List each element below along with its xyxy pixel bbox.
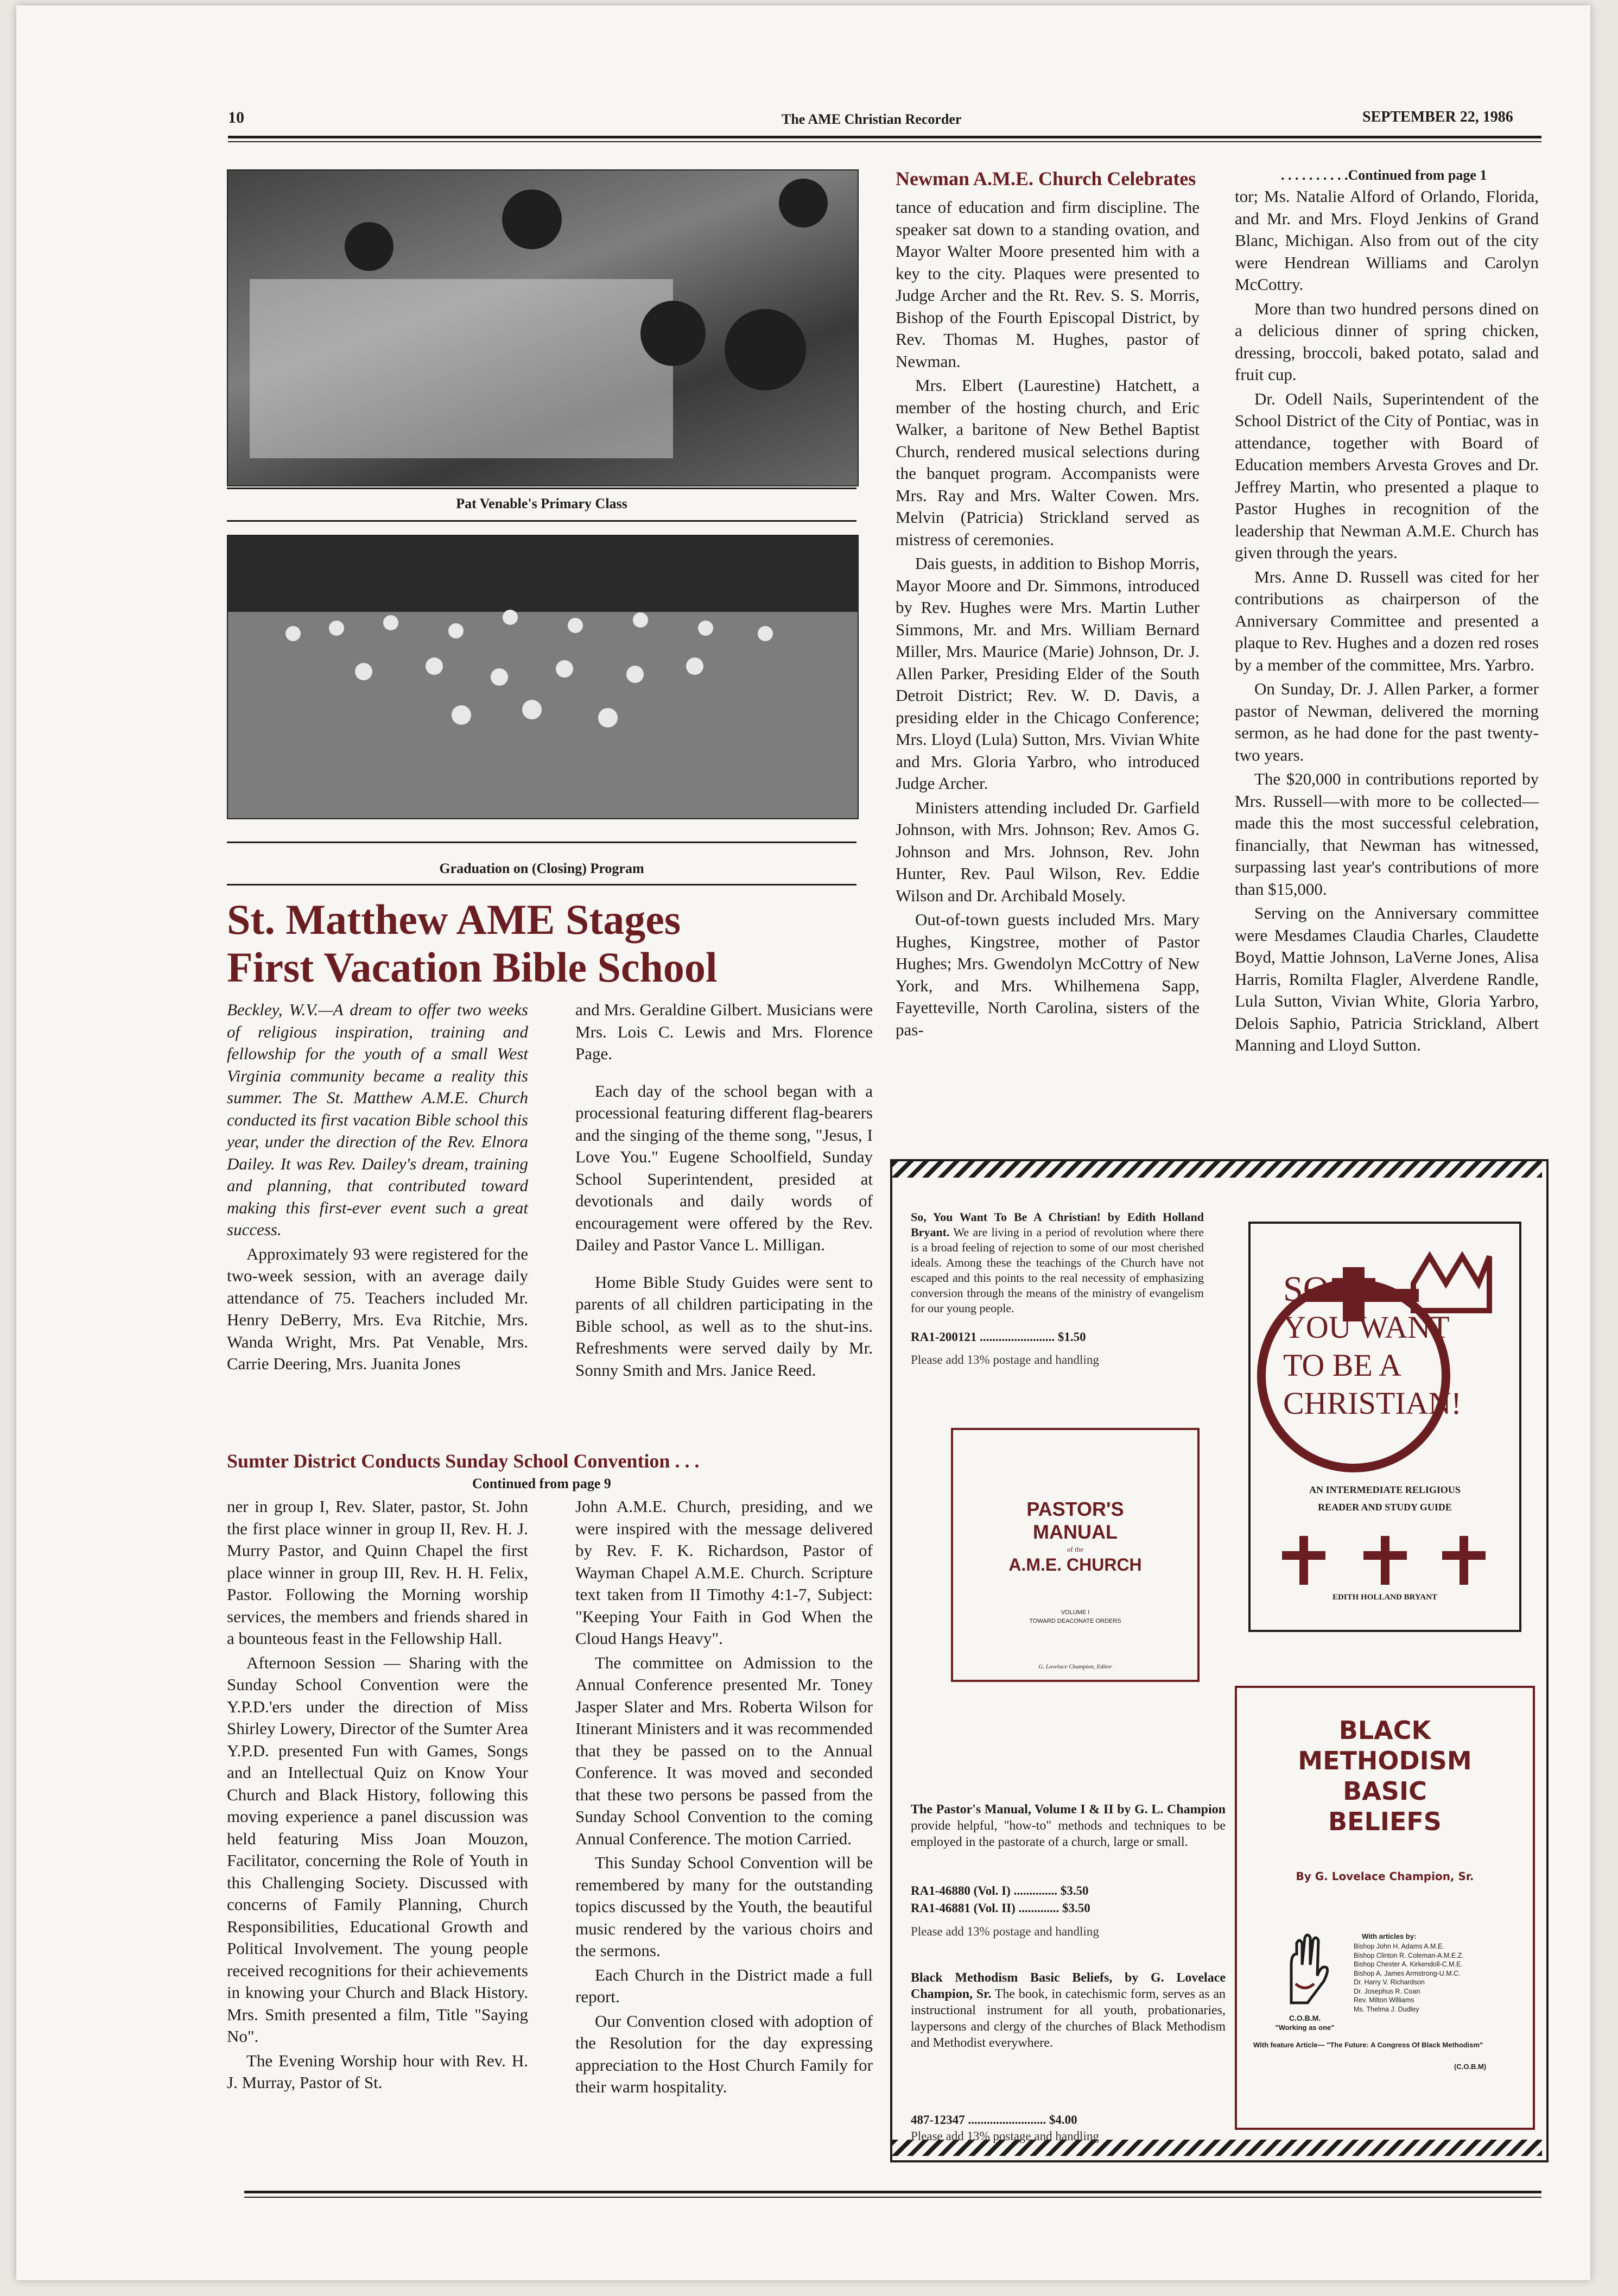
article-author: Bishop A. James Armstrong-U.M.C. <box>1354 1969 1461 1977</box>
photo-primary-class <box>227 169 859 486</box>
newman-kicker: Newman A.M.E. Church Celebrates <box>896 168 1196 189</box>
black-cover-title-3: BASIC <box>1343 1776 1427 1806</box>
publication-name: The AME Christian Recorder <box>782 111 962 127</box>
cover-subtitle-1: AN INTERMEDIATE RELIGIOUS <box>1309 1484 1461 1495</box>
header-rule <box>228 136 1541 138</box>
page-number: 10 <box>228 109 244 126</box>
headline-line1: St. Matthew AME Stages <box>227 896 681 943</box>
cover-author: EDITH HOLLAND BRYANT <box>1332 1593 1438 1602</box>
stmatthew-col1 <box>227 999 528 1377</box>
article-paragraph: Dais guests, in addition to Bishop Morris, Mayor Moore and Dr. Simmons, introduced by Rev. Hughes were Mrs. Martin Luther Simmons, Mr. and Mrs. William Bernard Miller, Mrs. Maurice (Marie) Johnson, Dr. J. Allen Parker, Presiding Elder of the South Detroit District; Rev. W. D. Davis, a presiding elder in the Chicago Conference; Mrs. Lloyd (Lula) Sutton, Mrs. Vivian White and Mrs. Gloria Yarbro, who introduced Judge Archer. <box>896 554 1200 793</box>
article-paragraph: Dr. Odell Nails, Superintendent of the School District of the City of Pontiac, was in attendance, together with Board of Education members Arvesta Groves and Dr. Jeffrey Martin, who presented a plaque to Pastor Hughes in recognition of the leadership that Newman A.M.E. Church has given through the years. <box>1235 389 1539 562</box>
black-cover-title-4: BELIEFS <box>1328 1807 1442 1836</box>
ad-christian-price: $1.50 <box>1057 1330 1086 1344</box>
article-paragraph: More than two hundred persons dined on a delicious dinner of spring chicken, dressing, broccoli, baked potato, salad and fruit cup. <box>1235 299 1539 384</box>
photo-graduation <box>227 535 859 819</box>
pastors-cover-title-1: PASTOR'S <box>1026 1498 1124 1520</box>
pastors-cover-editor: G. Lovelace Champion, Editor <box>1038 1664 1112 1670</box>
article-paragraph: and Mrs. Geraldine Gilbert. Musicians were Mrs. Lois C. Lewis and Mrs. Florence Page. <box>575 1000 873 1063</box>
feature-article-signature: (C.O.B.M) <box>1454 2063 1487 2071</box>
ad-christian-order: RA1-200121 ........................ $1.50 <box>911 1330 1086 1344</box>
ad-black-note: Please add 13% postage and handling <box>911 2129 1099 2143</box>
ad-pastors-order-1: RA1-46880 (Vol. I) .............. $3.50 <box>911 1884 1089 1897</box>
black-cover-author: By G. Lovelace Champion, Sr. <box>1296 1870 1474 1883</box>
article-paragraph: Out-of-town guests included Mrs. Mary Hughes, Kingstree, mother of Pastor Hughes; Mrs. Gwendolyn McCottry of New York, and Mrs. Whilhemena Sapp, Fayetteville, North Carolina, sisters of the pas- <box>896 910 1200 1039</box>
ad-black-price: $4.00 <box>1049 2113 1077 2127</box>
ad-pastors-price-2: $3.50 <box>1062 1901 1090 1915</box>
sumter-kicker: Sumter District Conducts Sunday School Convention . . . <box>227 1450 700 1472</box>
pastors-cover-title-2: MANUAL <box>1033 1521 1118 1543</box>
article-paragraph: On Sunday, Dr. J. Allen Parker, a former pastor of Newman, delivered the morning sermon, as he had done for the past twenty-two years. <box>1235 679 1539 764</box>
ad-pastors-order-2: RA1-46881 (Vol. II) ............. $3.50 <box>911 1901 1090 1915</box>
ad-pastors-desc <box>911 1801 1226 1850</box>
book-cover-black-methodism <box>1235 1686 1535 2130</box>
footer-rule-thin <box>244 2197 1541 2198</box>
ad-black-desc <box>911 1970 1226 2051</box>
photo-graduation-placeholder <box>228 536 858 818</box>
ad-black-lead: Black Methodism Basic Beliefs, by G. Lovelace Champion, Sr. <box>911 1971 1226 2001</box>
ad-christian-code: RA1-200121 <box>911 1330 977 1344</box>
pastors-cover-subtitle: TOWARD DEACONATE ORDERS <box>1029 1618 1121 1624</box>
footer-rule <box>244 2191 1541 2193</box>
article-author: Bishop Chester A. Kirkendoll-C.M.E. <box>1354 1960 1463 1968</box>
ad-christian-body: We are living in a period of revolution where there is a broad feeling of rejection to some of our most cherished ideals. Among these the teachings of the Church have not escaped and this points to the real necessity of emphasizing conversion through the means of the ministry of evangelism for our young people. <box>911 1225 1204 1315</box>
ad-pastors-code-1: RA1-46880 (Vol. I) <box>911 1884 1011 1897</box>
book-cover-christian <box>1248 1222 1521 1632</box>
headline-line2: First Vacation Bible School <box>227 944 718 991</box>
book-cover-pastors <box>951 1428 1200 1682</box>
photo-primary-class-placeholder <box>228 170 858 485</box>
photo1-caption: Pat Venable's Primary Class <box>456 496 627 511</box>
article-paragraph: The committee on Admission to the Annual Conference presented Mr. Toney Jasper Slater and Mrs. Roberta Wilson for Itinerant Ministers and it was recommended that they be passed on to the Annual Conference. It was moved and seconded that these two persons be passed from the Sunday School Convention to the coming Annual Conference. The motion Carried. <box>575 1653 873 1848</box>
article-paragraph: Home Bible Study Guides were sent to parents of all children participating in the Bible school, as well as to the shut-ins. Refreshments were served daily by Mr. Sonny Smith and Mrs. Janice Reed. <box>575 1272 873 1380</box>
photo2-caption: Graduation on (Closing) Program <box>439 861 644 876</box>
article-paragraph: Ministers attending included Dr. Garfield Johnson, with Mrs. Johnson; Rev. Amos G. Johnson and Mrs. Johnson, Rev. John Hunter, Rev. Paul Wilson, Rev. Eddie Wilson and Dr. Archibald Mosely. <box>896 798 1200 905</box>
article-paragraph: tor; Ms. Natalie Alford of Orlando, Florida, and Mr. and Mrs. Floyd Jenkins of Grand Blanc, Michigan. Also from out of the city were Hendrean Williams and Carolyn McCottry. <box>1235 187 1539 294</box>
ad-pastors-body: provide helpful, "how-to" methods and techniques to be employed in the pastorate of a church, large or small. <box>911 1819 1226 1849</box>
feature-article: With feature Article— "The Future: A Congress Of Black Methodism" <box>1253 2041 1483 2049</box>
cover-title-1: SO <box>1283 1269 1329 1309</box>
issue-date: SEPTEMBER 22, 1986 <box>1362 109 1513 125</box>
cover-subtitle-2: READER AND STUDY GUIDE <box>1318 1502 1452 1513</box>
article-author: Bishop John H. Adams A.M.E. <box>1354 1943 1444 1950</box>
cobm-label: C.O.B.M. <box>1289 2014 1321 2022</box>
article-paragraph: Approximately 93 were registered for the two-week session, with an average daily attendance of 75. Teachers included Mr. Henry DeBerry, Mrs. Eva Ritchie, Mrs. Wanda Wright, Mrs. Pat Venable, Mrs. Carrie Deering, Mrs. Juanita Jones <box>227 1244 528 1373</box>
ad-pastors-lead: The Pastor's Manual, Volume I & II by G. L. Champion <box>911 1802 1226 1817</box>
black-cover-title-2: METHODISM <box>1298 1746 1472 1775</box>
newspaper-page <box>16 5 1590 2280</box>
article-paragraph: John A.M.E. Church, presiding, and we were inspired with the message delivered by Rev. F. K. Richardson, Pastor of Wayman Chapel A.M.E. Church. Scripture text taken from II Timothy 4:1-7, Subject: "Keeping Your Faith in God When the Cloud Hangs Heavy". <box>575 1497 873 1648</box>
cover-title-3: TO BE A <box>1283 1348 1402 1383</box>
ad-pastors-note: Please add 13% postage and handling <box>911 1925 1099 1938</box>
article-paragraph: Serving on the Anniversary committee were Mesdames Claudia Charles, Claudette Boyd, Mattie Johnson, LaVerne Jones, Alisa Harris, Romilta Flagler, Alverdene Randle, Lula Sutton, Vivian White, Gloria Yarbro, Delois Saphio, Patricia Strickland, Albert Manning and Lloyd Sutton. <box>1235 903 1539 1054</box>
article-author: Dr. Harry V. Richardson <box>1354 1978 1425 1986</box>
article-author: Rev. Milton Williams <box>1354 1996 1414 2004</box>
sumter-col1 <box>227 1496 528 2096</box>
newman-col2 <box>1235 186 1539 1059</box>
stmatthew-col2 <box>575 999 873 1383</box>
newman-col1 <box>896 197 1200 1043</box>
pastors-cover-volume: VOLUME I <box>1061 1609 1090 1616</box>
ad-black-order: 487-12347 ......................... $4.00 <box>911 2113 1077 2127</box>
article-paragraph: The Evening Worship hour with Rev. H. J. Murray, Pastor of St. <box>227 2051 528 2092</box>
article-paragraph: This Sunday School Convention will be remembered by many for the outstanding topics discussed by the Youth, the beautiful music rendered by the various choirs and the sermons. <box>575 1853 873 1960</box>
newman-continued: . . . . . . . . . .Continued from page 1 <box>1281 167 1487 183</box>
article-paragraph: Each day of the school began with a processional featuring different flag-bearers and the singing of the theme song, "Jesus, I Love You." Eugene Schoolfield, Sunday School Superintendent, presided at devotionals and daily words of encouragement were offered by the Rev. Dailey and Pastor Vance L. Milligan. <box>575 1081 873 1254</box>
black-cover-title-1: BLACK <box>1338 1716 1431 1745</box>
sumter-col2 <box>575 1496 873 2101</box>
ad-black-body: The book, in catechismic form, serves as an instructional instrument for all youth, probationaries, laypersons and clergy of the churches of Black Methodism and Methodist everywhere. <box>911 1987 1226 2050</box>
sumter-continued: Continued from page 9 <box>472 1476 611 1491</box>
ad-pastors-price-1: $3.50 <box>1060 1884 1089 1897</box>
cover-title-4: CHRISTIAN! <box>1283 1386 1462 1421</box>
article-author: Dr. Josephus R. Coan <box>1354 1987 1420 1995</box>
articles-heading: With articles by: <box>1362 1932 1417 1940</box>
article-author: Bishop Clinton R. Coleman-A.M.E.Z. <box>1354 1951 1464 1959</box>
ad-pastors-code-2: RA1-46881 (Vol. II) <box>911 1901 1016 1915</box>
header-rule-thin <box>228 141 1541 142</box>
ad-top-border <box>892 1161 1542 1178</box>
article-paragraph: Mrs. Anne D. Russell was cited for her contributions as chairperson of the Anniversary Committee and presented a plaque to Rev. Hughes and a dozen red roses by a member of the committee, Mrs. Yarbro. <box>1235 567 1539 674</box>
article-paragraph: The $20,000 in contributions reported by Mrs. Russell—with more to be collected—made this the most successful celebration, financially, that Newman has witnessed, surpassing last year's contributions of more than $15,000. <box>1235 769 1539 899</box>
articles-list <box>1354 1942 1464 2014</box>
article-paragraph: tance of education and firm discipline. The speaker sat down to a standing ovation, and Mayor Walter Moore presented him with a key to the city. Plaques were presented to Judge Archer and the Rt. Rev. S. S. Morris, Bishop of the Fourth Episcopal District, by Rev. Thomas M. Hughes, pastor of Newman. <box>896 198 1200 371</box>
pastors-cover-of: of the <box>1067 1545 1083 1553</box>
cobm-tagline: "Working as one" <box>1275 2023 1335 2032</box>
article-paragraph: ner in group I, Rev. Slater, pastor, St. John the first place winner in group II, Rev. H. J. Murry Pastor, and Quinn Chapel the first place winner in group III, Rev. H. H. Felix, Pastor. Following the Morning worship services, the members and friends shared in a bounteous feast in the Fellowship Hall. <box>227 1497 528 1648</box>
article-paragraph: Each Church in the District made a full report. <box>575 1965 873 2006</box>
ad-christian-lead: So, You Want To Be A Christian! by Edith Holland Bryant. <box>911 1210 1204 1239</box>
ad-black-code: 487-12347 <box>911 2113 965 2127</box>
article-paragraph: Our Convention closed with adoption of the Resolution for the day expressing appreciation to the Host Church Family for their warm hospitality. <box>575 2011 873 2096</box>
ad-christian-desc <box>911 1210 1204 1316</box>
ad-christian-note: Please add 13% postage and handling <box>911 1353 1099 1367</box>
article-paragraph: Afternoon Session — Sharing with the Sunday School Convention were the Y.P.D.'ers under the direction of Miss Shirley Lowery, Director of the Sumter Area Y.P.D. presented Fun with Games, Songs and an Intellectual Quiz on Know Your Church and Black History, following this moving experience a panel discussion was held featuring Miss Joan Mouzon, Facilitator, concerning the Role of Youth in this Challenging Society. Discussed with concerns of Family Planning, Church Responsibilities, Educational Growth and Political Involvement. The young people received recognitions for their achievements in knowing your Church and Black History. Mrs. Smith presented a film, Title "Saying No". <box>227 1653 528 2046</box>
article-paragraph: Beckley, W.V.—A dream to offer two weeks of religious inspiration, training and fellowship for the youth of a small West Virginia community became a reality this summer. The St. Matthew A.M.E. Church conducted its first vacation Bible school this year, under the direction of the Rev. Elnora Dailey. It was Rev. Dailey's dream, training and planning, that contributed toward making this first-ever event such a great success. <box>227 1000 528 1239</box>
article-author: Ms. Thelma J. Dudley <box>1354 2005 1419 2013</box>
praying-hands-icon <box>1275 1932 1335 2008</box>
pastors-cover-title-3: A.M.E. CHURCH <box>1008 1555 1142 1574</box>
cover-title-2: YOU WANT <box>1283 1310 1450 1345</box>
article-paragraph: Mrs. Elbert (Laurestine) Hatchett, a member of the hosting church, and Eric Walker, a baritone of New Bethel Baptist Church, rendered musical selections during the banquet program. Accompanists were Mrs. Ray and Mrs. Walter Cowen. Mrs. Melvin (Patricia) Strickland served as mistress of ceremonies. <box>896 376 1200 549</box>
